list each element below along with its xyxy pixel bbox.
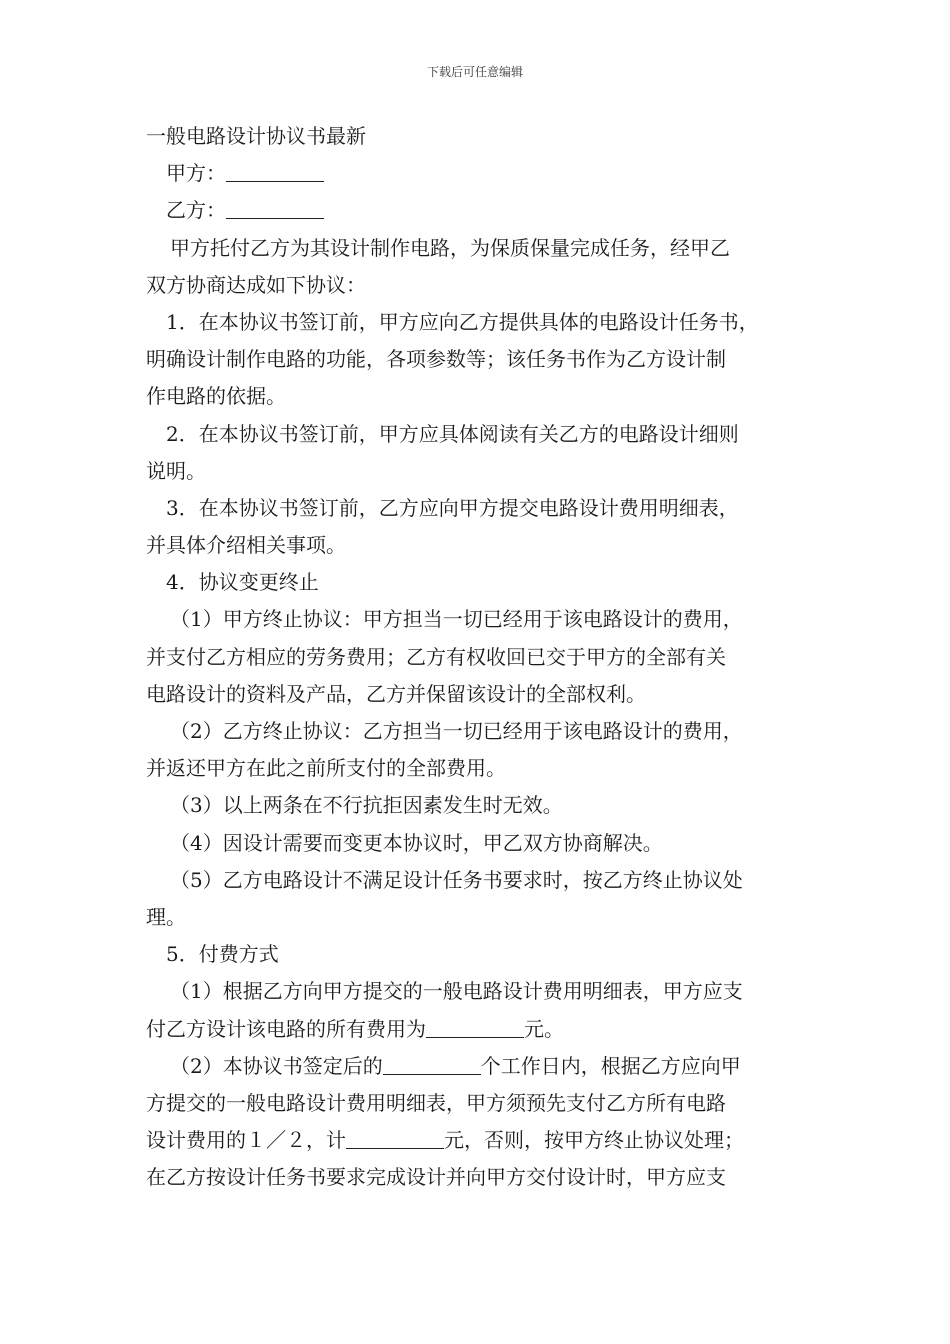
party-a-blank — [226, 159, 324, 182]
document-title: 一般电路设计协议书最新 — [146, 124, 366, 148]
clause-1-line-2: 明确设计制作电路的功能，各项参数等；该任务书作为乙方设计制 — [146, 347, 726, 372]
clause-5-2-line3-pre: 设计费用的１／２，计 — [146, 1128, 346, 1153]
clause-5-2-text-post: 个工作日内，根据乙方应向甲 — [480, 1053, 741, 1078]
clause-4-5-line-1: （5）乙方电路设计不满足设计任务书要求时，按乙方终止协议处 — [170, 867, 743, 892]
workdays-blank — [383, 1052, 481, 1075]
clause-5-2-line-3 — [146, 1122, 816, 1159]
clause-5-2-line-2: 方提交的一般电路设计费用明细表，甲方须预先支付乙方所有电路 — [146, 1090, 726, 1115]
clause-4-5-line-2: 理。 — [146, 904, 186, 929]
clause-4-title: 4．协议变更终止 — [166, 570, 319, 595]
clause-1-line-3: 作电路的依据。 — [146, 384, 286, 409]
clause-3-line-1: 3．在本协议书签订前，乙方应向甲方提交电路设计费用明细表， — [166, 495, 739, 520]
clause-5-2-line-4: 在乙方按设计任务书要求完成设计并向甲方交付设计时，甲方应支 — [146, 1165, 726, 1190]
page-header-note: 下载后可任意编辑 — [426, 65, 523, 79]
clause-5-1-line-2 — [146, 1011, 816, 1048]
intro-line-2: 双方协商达成如下协议： — [146, 272, 366, 297]
clause-4-2-line-2: 并返还甲方在此之前所支付的全部费用。 — [146, 756, 506, 781]
party-a-label: 甲方： — [166, 161, 226, 186]
clause-4-2-line-1: （2）乙方终止协议：乙方担当一切已经用于该电路设计的费用， — [170, 719, 743, 743]
clause-4-1-line-2: 并支付乙方相应的劳务费用；乙方有权收回已交于甲方的全部有关 — [146, 644, 726, 669]
party-a-line — [146, 155, 816, 192]
clause-2-line-2: 说明。 — [146, 458, 206, 483]
party-b-label: 乙方： — [166, 198, 226, 223]
clause-5-1-line-1: （1）根据乙方向甲方提交的一般电路设计费用明细表，甲方应支 — [170, 979, 743, 1004]
clause-2-line-1: 2．在本协议书签订前，甲方应具体阅读有关乙方的电路设计细则 — [166, 421, 739, 446]
clause-1-line-1: 1．在本协议书签订前，甲方应向乙方提供具体的电路设计任务书， — [166, 309, 759, 334]
clause-3-line-2: 并具体介绍相关事项。 — [146, 533, 346, 558]
clause-4-1-line-1: （1）甲方终止协议：甲方担当一切已经用于该电路设计的费用， — [170, 607, 743, 632]
party-b-line — [146, 192, 816, 229]
advance-fee-blank — [346, 1126, 444, 1149]
clause-5-2-line3-post: 元，否则，按甲方终止协议处理； — [444, 1128, 744, 1153]
clause-5-1-text-post: 元。 — [524, 1016, 564, 1041]
document-body — [146, 118, 816, 1196]
clause-5-2-text-pre: （2）本协议书签定后的 — [170, 1053, 383, 1078]
clause-5-1-text-pre: 付乙方设计该电路的所有费用为 — [146, 1016, 426, 1041]
clause-4-1-line-3: 电路设计的资料及产品，乙方并保留该设计的全部权利。 — [146, 681, 646, 706]
clause-5-title: 5．付费方式 — [166, 942, 279, 967]
clause-4-3: （3）以上两条在不行抗拒因素发生时无效。 — [170, 793, 563, 818]
party-b-blank — [226, 196, 324, 219]
total-fee-blank — [426, 1015, 524, 1038]
clause-4-4: （4）因设计需要而变更本协议时，甲乙双方协商解决。 — [170, 830, 663, 855]
clause-5-2-line-1 — [146, 1048, 816, 1085]
intro-line-1: 甲方托付乙方为其设计制作电路，为保质保量完成任务，经甲乙 — [170, 235, 730, 260]
